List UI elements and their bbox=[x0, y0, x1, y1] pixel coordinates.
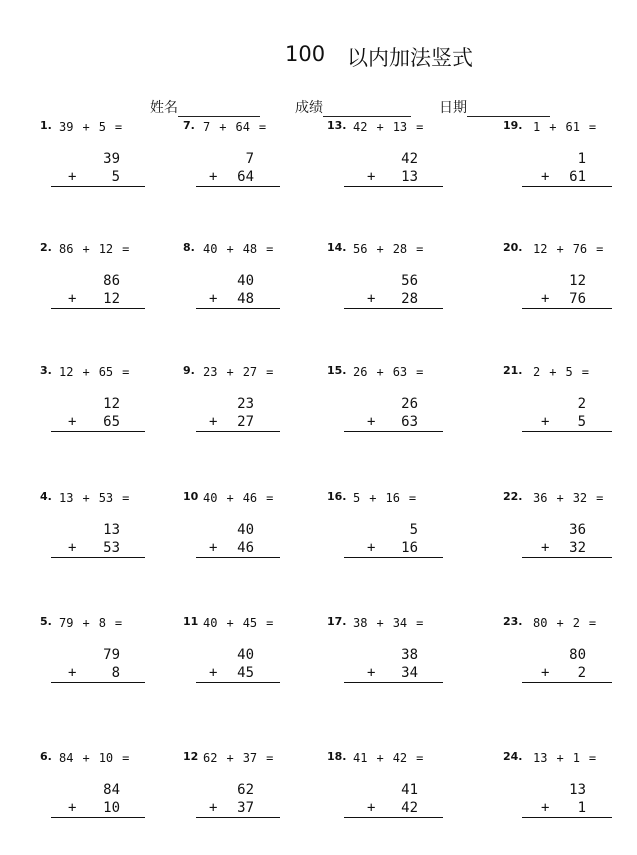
addend-b: 76 bbox=[572, 242, 588, 256]
stacked-plus-sign: + bbox=[367, 169, 376, 185]
addend-a: 80 bbox=[533, 616, 548, 630]
stacked-addend-b: 12 bbox=[103, 291, 120, 307]
name-label: 姓名 bbox=[150, 100, 178, 116]
problem-number: 24. bbox=[503, 750, 523, 763]
stacked-plus-sign: + bbox=[541, 169, 550, 185]
stacked-plus-sign: + bbox=[68, 291, 77, 307]
stacked-addend-a: 56 bbox=[401, 273, 418, 289]
addend-a: 2 bbox=[533, 365, 541, 379]
answer-rule bbox=[344, 682, 443, 683]
answer-rule bbox=[51, 682, 145, 683]
addend-b: 5 bbox=[98, 120, 106, 134]
plus-sign: + bbox=[226, 751, 234, 765]
addend-a: 23 bbox=[203, 365, 218, 379]
answer-rule bbox=[344, 186, 443, 187]
addend-a: 12 bbox=[59, 365, 74, 379]
plus-sign: + bbox=[556, 491, 564, 505]
plus-sign: + bbox=[556, 242, 564, 256]
equals-sign: = bbox=[122, 751, 130, 765]
stacked-addend-a: 79 bbox=[103, 647, 120, 663]
equals-sign: = bbox=[588, 751, 597, 765]
answer-rule bbox=[522, 186, 612, 187]
equation bbox=[203, 365, 273, 379]
equals-sign: = bbox=[416, 120, 424, 134]
equation bbox=[533, 242, 603, 256]
equation bbox=[59, 365, 129, 379]
equals-sign: = bbox=[596, 242, 604, 256]
equation bbox=[203, 616, 273, 630]
equation bbox=[59, 616, 122, 630]
addend-b: 2 bbox=[572, 616, 580, 630]
problem-number: 12 bbox=[183, 750, 199, 763]
plus-sign: + bbox=[376, 751, 384, 765]
equals-sign: = bbox=[596, 491, 604, 505]
plus-sign: + bbox=[226, 491, 234, 505]
addend-a: 39 bbox=[59, 120, 74, 134]
problem-number: 2. bbox=[40, 241, 52, 254]
plus-sign: + bbox=[376, 365, 384, 379]
addend-b: 63 bbox=[392, 365, 408, 379]
stacked-plus-sign: + bbox=[68, 169, 77, 185]
problem-number: 17. bbox=[327, 615, 347, 628]
stacked-addend-b: 42 bbox=[401, 800, 418, 816]
problem-number: 19. bbox=[503, 119, 523, 132]
stacked-addend-b: 64 bbox=[237, 169, 254, 185]
addend-a: 42 bbox=[353, 120, 368, 134]
equation bbox=[59, 120, 122, 134]
stacked-plus-sign: + bbox=[209, 540, 218, 556]
stacked-plus-sign: + bbox=[367, 414, 376, 430]
equation bbox=[59, 751, 129, 765]
problem-number: 7. bbox=[183, 119, 195, 132]
date-label: 日期 bbox=[439, 100, 467, 116]
equation bbox=[203, 120, 266, 134]
addend-a: 7 bbox=[203, 120, 211, 134]
addend-a: 26 bbox=[353, 365, 368, 379]
stacked-plus-sign: + bbox=[541, 540, 550, 556]
addend-b: 32 bbox=[572, 491, 588, 505]
stacked-addend-b: 8 bbox=[111, 665, 120, 681]
answer-rule bbox=[522, 817, 612, 818]
stacked-plus-sign: + bbox=[367, 291, 376, 307]
equation bbox=[353, 616, 423, 630]
stacked-plus-sign: + bbox=[367, 540, 376, 556]
plus-sign: + bbox=[82, 365, 90, 379]
addend-a: 41 bbox=[353, 751, 368, 765]
addend-b: 28 bbox=[392, 242, 408, 256]
problem-number: 21. bbox=[503, 364, 523, 377]
score-blank bbox=[323, 102, 411, 117]
addend-b: 64 bbox=[235, 120, 250, 134]
answer-rule bbox=[51, 817, 145, 818]
stacked-addend-b: 1 bbox=[577, 800, 586, 816]
date-field bbox=[439, 97, 550, 117]
plus-sign: + bbox=[219, 120, 227, 134]
plus-sign: + bbox=[556, 751, 564, 765]
addend-b: 5 bbox=[565, 365, 573, 379]
stacked-addend-a: 38 bbox=[401, 647, 418, 663]
answer-rule bbox=[196, 308, 280, 309]
addend-a: 40 bbox=[203, 242, 218, 256]
addend-a: 86 bbox=[59, 242, 74, 256]
equation bbox=[353, 242, 423, 256]
addend-b: 8 bbox=[98, 616, 106, 630]
stacked-addend-a: 42 bbox=[401, 151, 418, 167]
stacked-addend-a: 13 bbox=[103, 522, 120, 538]
equals-sign: = bbox=[588, 120, 597, 134]
stacked-addend-b: 2 bbox=[577, 665, 586, 681]
equals-sign: = bbox=[122, 242, 130, 256]
addend-b: 1 bbox=[572, 751, 580, 765]
stacked-plus-sign: + bbox=[68, 800, 77, 816]
stacked-addend-b: 28 bbox=[401, 291, 418, 307]
addend-a: 13 bbox=[59, 491, 74, 505]
problem-number: 5. bbox=[40, 615, 52, 628]
equals-sign: = bbox=[258, 120, 267, 134]
problem-number: 14. bbox=[327, 241, 347, 254]
stacked-addend-a: 80 bbox=[569, 647, 586, 663]
answer-rule bbox=[522, 682, 612, 683]
stacked-addend-b: 16 bbox=[401, 540, 418, 556]
problem-number: 9. bbox=[183, 364, 195, 377]
stacked-plus-sign: + bbox=[209, 414, 218, 430]
answer-rule bbox=[344, 308, 443, 309]
addend-b: 27 bbox=[242, 365, 258, 379]
name-blank bbox=[178, 102, 260, 117]
equation bbox=[59, 242, 129, 256]
addend-b: 10 bbox=[98, 751, 114, 765]
stacked-addend-a: 86 bbox=[103, 273, 120, 289]
addend-b: 53 bbox=[98, 491, 114, 505]
addend-b: 42 bbox=[392, 751, 408, 765]
problem-number: 13. bbox=[327, 119, 347, 132]
equals-sign: = bbox=[416, 242, 424, 256]
addend-a: 79 bbox=[59, 616, 74, 630]
name-field bbox=[150, 97, 260, 117]
plus-sign: + bbox=[82, 751, 90, 765]
plus-sign: + bbox=[549, 365, 557, 379]
addend-b: 37 bbox=[242, 751, 258, 765]
equals-sign: = bbox=[114, 120, 123, 134]
stacked-plus-sign: + bbox=[541, 800, 550, 816]
equation bbox=[533, 491, 603, 505]
problem-number: 6. bbox=[40, 750, 52, 763]
equation bbox=[353, 365, 423, 379]
equals-sign: = bbox=[416, 616, 424, 630]
plus-sign: + bbox=[226, 365, 234, 379]
stacked-addend-b: 46 bbox=[237, 540, 254, 556]
stacked-addend-a: 2 bbox=[577, 396, 586, 412]
equals-sign: = bbox=[122, 491, 130, 505]
stacked-addend-a: 7 bbox=[245, 151, 254, 167]
answer-rule bbox=[344, 431, 443, 432]
equals-sign: = bbox=[266, 365, 274, 379]
addend-b: 13 bbox=[392, 120, 408, 134]
addend-a: 38 bbox=[353, 616, 368, 630]
plus-sign: + bbox=[82, 616, 90, 630]
stacked-plus-sign: + bbox=[209, 291, 218, 307]
problem-number: 15. bbox=[327, 364, 347, 377]
addend-a: 1 bbox=[533, 120, 541, 134]
stacked-addend-b: 10 bbox=[103, 800, 120, 816]
addend-a: 40 bbox=[203, 491, 218, 505]
stacked-plus-sign: + bbox=[68, 665, 77, 681]
stacked-addend-b: 27 bbox=[237, 414, 254, 430]
problem-number: 22. bbox=[503, 490, 523, 503]
answer-rule bbox=[51, 557, 145, 558]
equals-sign: = bbox=[266, 242, 274, 256]
stacked-addend-b: 37 bbox=[237, 800, 254, 816]
plus-sign: + bbox=[226, 242, 234, 256]
problem-number: 16. bbox=[327, 490, 347, 503]
answer-rule bbox=[196, 557, 280, 558]
title-text: 以内加法竖式 bbox=[347, 46, 473, 70]
plus-sign: + bbox=[369, 491, 377, 505]
title-number: 100 bbox=[285, 42, 326, 66]
stacked-plus-sign: + bbox=[541, 665, 550, 681]
addend-b: 61 bbox=[565, 120, 580, 134]
stacked-addend-a: 62 bbox=[237, 782, 254, 798]
equation bbox=[533, 616, 596, 630]
equation bbox=[203, 751, 273, 765]
addend-b: 46 bbox=[242, 491, 258, 505]
addend-b: 12 bbox=[98, 242, 114, 256]
stacked-addend-b: 48 bbox=[237, 291, 254, 307]
addend-a: 56 bbox=[353, 242, 368, 256]
answer-rule bbox=[51, 431, 145, 432]
problem-number: 23. bbox=[503, 615, 523, 628]
stacked-plus-sign: + bbox=[367, 665, 376, 681]
equation bbox=[533, 120, 596, 134]
problem-number: 10 bbox=[183, 490, 199, 503]
answer-rule bbox=[196, 682, 280, 683]
answer-rule bbox=[522, 557, 612, 558]
answer-rule bbox=[196, 431, 280, 432]
addend-b: 16 bbox=[385, 491, 400, 505]
plus-sign: + bbox=[82, 242, 90, 256]
stacked-addend-a: 84 bbox=[103, 782, 120, 798]
equation bbox=[533, 365, 589, 379]
answer-rule bbox=[196, 817, 280, 818]
plus-sign: + bbox=[82, 491, 90, 505]
stacked-addend-a: 36 bbox=[569, 522, 586, 538]
equation bbox=[353, 751, 423, 765]
stacked-plus-sign: + bbox=[68, 414, 77, 430]
equation bbox=[533, 751, 596, 765]
addend-a: 12 bbox=[533, 242, 548, 256]
stacked-addend-a: 12 bbox=[103, 396, 120, 412]
stacked-addend-a: 40 bbox=[237, 647, 254, 663]
answer-rule bbox=[522, 308, 612, 309]
plus-sign: + bbox=[549, 120, 557, 134]
equation bbox=[59, 491, 129, 505]
stacked-addend-a: 40 bbox=[237, 522, 254, 538]
answer-rule bbox=[196, 186, 280, 187]
addend-a: 13 bbox=[533, 751, 548, 765]
stacked-addend-a: 26 bbox=[401, 396, 418, 412]
plus-sign: + bbox=[376, 616, 384, 630]
problem-number: 11 bbox=[183, 615, 199, 628]
equation bbox=[353, 491, 416, 505]
equation bbox=[203, 491, 273, 505]
answer-rule bbox=[344, 557, 443, 558]
stacked-plus-sign: + bbox=[68, 540, 77, 556]
addend-a: 5 bbox=[353, 491, 361, 505]
answer-rule bbox=[51, 186, 145, 187]
plus-sign: + bbox=[556, 616, 564, 630]
equals-sign: = bbox=[408, 491, 417, 505]
stacked-plus-sign: + bbox=[209, 169, 218, 185]
equals-sign: = bbox=[416, 751, 424, 765]
stacked-addend-a: 23 bbox=[237, 396, 254, 412]
equals-sign: = bbox=[581, 365, 589, 379]
stacked-plus-sign: + bbox=[541, 414, 550, 430]
stacked-plus-sign: + bbox=[541, 291, 550, 307]
stacked-addend-a: 40 bbox=[237, 273, 254, 289]
stacked-addend-a: 12 bbox=[569, 273, 586, 289]
stacked-addend-a: 13 bbox=[569, 782, 586, 798]
equals-sign: = bbox=[416, 365, 424, 379]
stacked-addend-b: 61 bbox=[569, 169, 586, 185]
equals-sign: = bbox=[588, 616, 597, 630]
addend-a: 36 bbox=[533, 491, 548, 505]
date-blank bbox=[467, 102, 550, 117]
equation bbox=[353, 120, 423, 134]
stacked-addend-b: 45 bbox=[237, 665, 254, 681]
answer-rule bbox=[51, 308, 145, 309]
stacked-addend-b: 63 bbox=[401, 414, 418, 430]
problem-number: 4. bbox=[40, 490, 52, 503]
stacked-addend-a: 39 bbox=[103, 151, 120, 167]
stacked-plus-sign: + bbox=[209, 665, 218, 681]
score-field bbox=[295, 97, 411, 117]
problem-number: 8. bbox=[183, 241, 195, 254]
answer-rule bbox=[522, 431, 612, 432]
stacked-addend-b: 76 bbox=[569, 291, 586, 307]
equals-sign: = bbox=[122, 365, 130, 379]
stacked-addend-b: 34 bbox=[401, 665, 418, 681]
problem-number: 18. bbox=[327, 750, 347, 763]
addend-a: 84 bbox=[59, 751, 74, 765]
worksheet-title bbox=[0, 42, 637, 74]
addend-b: 34 bbox=[392, 616, 408, 630]
stacked-addend-b: 13 bbox=[401, 169, 418, 185]
plus-sign: + bbox=[226, 616, 234, 630]
addend-b: 45 bbox=[242, 616, 258, 630]
stacked-addend-a: 41 bbox=[401, 782, 418, 798]
stacked-addend-b: 5 bbox=[577, 414, 586, 430]
equals-sign: = bbox=[266, 616, 274, 630]
stacked-addend-b: 65 bbox=[103, 414, 120, 430]
plus-sign: + bbox=[376, 120, 384, 134]
score-label: 成绩 bbox=[295, 100, 323, 116]
addend-b: 65 bbox=[98, 365, 114, 379]
addend-b: 48 bbox=[242, 242, 258, 256]
plus-sign: + bbox=[82, 120, 90, 134]
stacked-addend-a: 5 bbox=[409, 522, 418, 538]
stacked-addend-b: 32 bbox=[569, 540, 586, 556]
stacked-addend-b: 5 bbox=[111, 169, 120, 185]
stacked-plus-sign: + bbox=[209, 800, 218, 816]
equation bbox=[203, 242, 273, 256]
plus-sign: + bbox=[376, 242, 384, 256]
problem-number: 1. bbox=[40, 119, 52, 132]
addend-a: 40 bbox=[203, 616, 218, 630]
addend-a: 62 bbox=[203, 751, 218, 765]
equals-sign: = bbox=[266, 491, 274, 505]
equals-sign: = bbox=[266, 751, 274, 765]
problem-number: 20. bbox=[503, 241, 523, 254]
equals-sign: = bbox=[114, 616, 123, 630]
stacked-plus-sign: + bbox=[367, 800, 376, 816]
problem-number: 3. bbox=[40, 364, 52, 377]
stacked-addend-b: 53 bbox=[103, 540, 120, 556]
stacked-addend-a: 1 bbox=[577, 151, 586, 167]
answer-rule bbox=[344, 817, 443, 818]
